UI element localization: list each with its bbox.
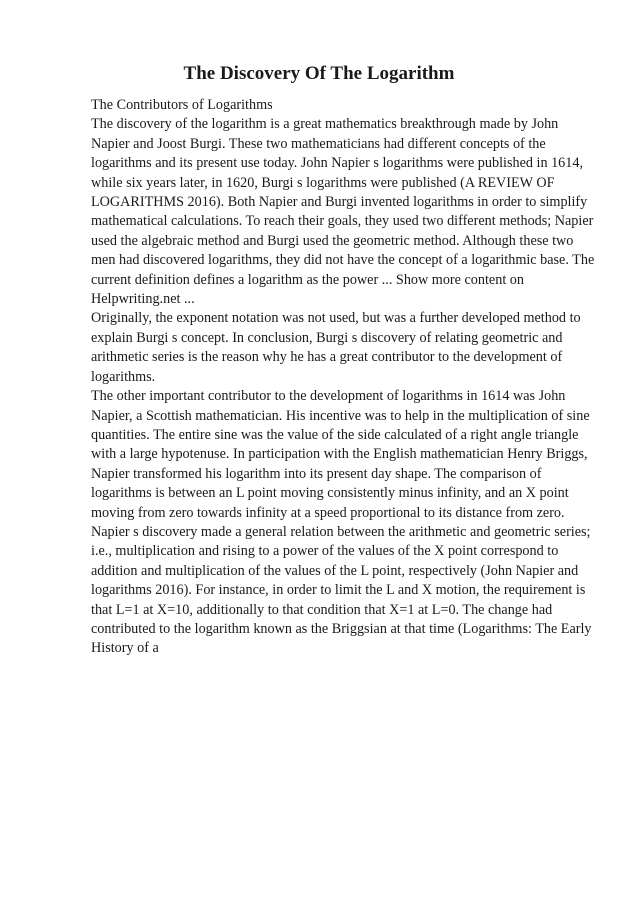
paragraph-2: Originally, the exponent notation was not used, but was a further developed method to explain Burgi s concept. In conclusion, Burgi s discovery of relating geometric and arithmetic series is the reason why he has a great contributor to the development of logarithms. xyxy=(91,310,581,385)
paragraph-1: The discovery of the logarithm is a great mathematics breakthrough made by John Napier and Joost Burgi. These two mathematicians had different concepts of the logarithms and its present use today. John Napier s logarithms were published in 1614, while six years later, in 1620, Burgi s logarithms were published (A REVIEW OF LOGARITHMS 2016). Both Napier and Burgi invented logarithms in order to simplify mathematical calculations. To reach their goals, they used two different methods; Napier used the algebraic method and Burgi used the geometric method. Although these two men had discovered logarithms, they did not have the concept of a logarithmic base. The current definition defines a logarithm as the power ... Show more content on Helpwriting.net ... xyxy=(91,116,595,308)
document-title: The Discovery Of The Logarithm xyxy=(183,63,455,84)
paragraph-3: The other important contributor to the development of logarithms in 1614 was John Napier, a Scottish mathematician. His incentive was to help in the multiplication of sine quantities. The entire sine was the value of the side calculated of a right angle triangle with a large hypotenuse. In participation with the English mathematician Henry Briggs, Napier transformed his logarithm into its present day shape. The comparison of logarithms is between an L point moving consistently minus infinity, and an X point moving from zero towards infinity at a speed proportional to its distance from zero. Napier s discovery made a general relation between the arithmetic and geometric series; i.e., multiplication and rising to a power of the values of the X point correspond to addition and multiplication of the values of the L point, respectively (John Napier and logarithms 2016). For instance, in order to limit the L and X motion, the requirement is that L=1 at X=10, additionally to that condition that X=1 at L=0. The change had contributed to the logarithm known as the Briggsian at that time (Logarithms: The Early History of a xyxy=(91,388,592,657)
document-body xyxy=(91,96,595,659)
section-heading: The Contributors of Logarithms xyxy=(91,97,273,113)
